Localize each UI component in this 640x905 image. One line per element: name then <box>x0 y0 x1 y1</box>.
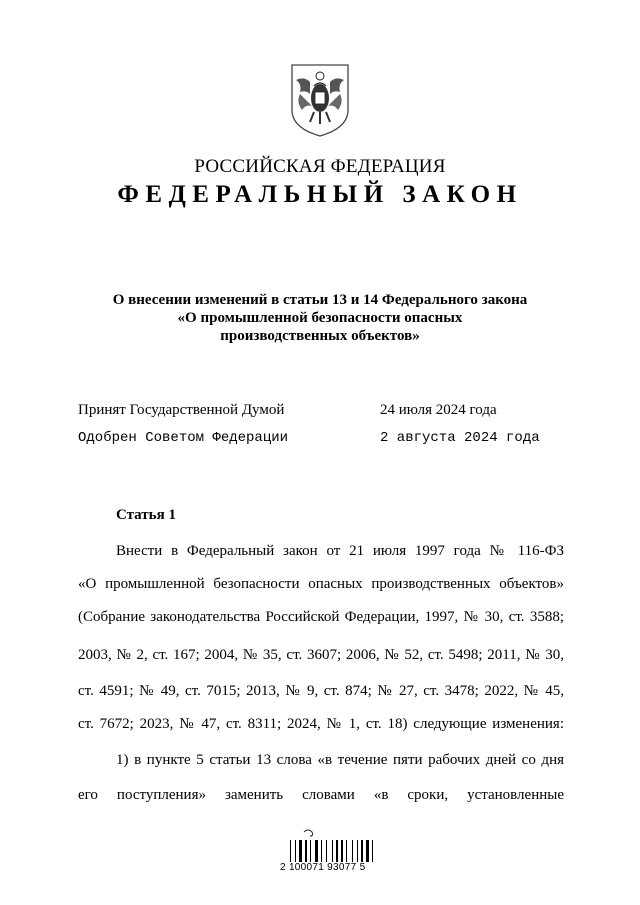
approved-label: Одобрен Советом Федерации <box>78 430 289 446</box>
article-text-line: «О промышленной безопасности опасных производственных объектов» <box>78 576 564 592</box>
state-emblem-icon <box>288 62 352 138</box>
law-title-line: О внесении изменений в статьи 13 и 14 Федерального закона <box>112 292 528 308</box>
article-text-line: (Собрание законодательства Российской Федерации, 1997, № 30, ст. 3588; <box>78 609 564 625</box>
article-text-line: 2003, № 2, ст. 167; 2004, № 35, ст. 3607; 2006, № 52, ст. 5498; 2011, № 30, <box>78 647 564 663</box>
law-title-line: «О промышленной безопасности опасных <box>177 310 463 326</box>
approved-date: 2 августа 2024 года <box>380 430 540 446</box>
article-heading: Статья 1 <box>116 507 176 523</box>
article-text-line: его поступления» заменить словами «в сроки, установленные <box>78 787 564 803</box>
article-text-line: ст. 7672; 2023, № 47, ст. 8311; 2024, № 1, ст. 18) следующие изменения: <box>78 716 564 732</box>
barcode-number: 2 100071 93077 5 <box>280 862 366 873</box>
document-type: ФЕДЕРАЛЬНЫЙ ЗАКОН <box>117 181 523 208</box>
country-name: РОССИЙСКАЯ ФЕДЕРАЦИЯ <box>194 156 446 177</box>
law-title-line: производственных объектов» <box>220 328 420 344</box>
article-text-line: Внести в Федеральный закон от 21 июля 1997 года № 116-ФЗ <box>116 543 564 559</box>
adopted-date: 24 июля 2024 года <box>380 402 497 418</box>
article-text-line: 1) в пункте 5 статьи 13 слова «в течение пяти рабочих дней со дня <box>116 752 564 768</box>
adopted-label: Принят Государственной Думой <box>78 402 285 418</box>
law-title <box>0 291 640 345</box>
article-text-line: ст. 4591; № 49, ст. 7015; 2013, № 9, ст. 874; № 27, ст. 3478; 2022, № 45, <box>78 683 564 699</box>
